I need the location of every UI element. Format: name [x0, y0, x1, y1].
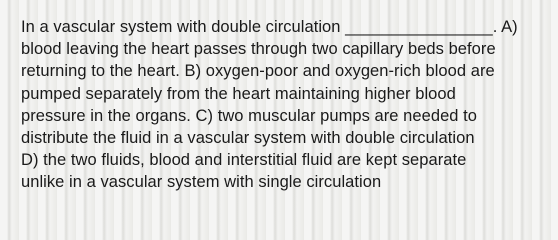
question-line: In a vascular system with double circulation ________________. A) — [21, 18, 518, 36]
question-line: unlike in a vascular system with single circulation — [21, 173, 382, 192]
question-line: pumped separately from the heart maintaining higher blood — [21, 84, 456, 103]
question-line: returning to the heart. B) oxygen-poor and oxygen-rich blood are — [21, 62, 495, 81]
question-line: D) the two fluids, blood and interstitial fluid are kept separate — [21, 151, 467, 170]
question-line: blood leaving the heart passes through two capillary beds before — [21, 40, 496, 59]
question-line: pressure in the organs. C) two muscular pumps are needed to — [21, 106, 478, 125]
question-text — [21, 16, 546, 194]
question-line: distribute the fluid in a vascular system with double circulation — [21, 129, 475, 148]
